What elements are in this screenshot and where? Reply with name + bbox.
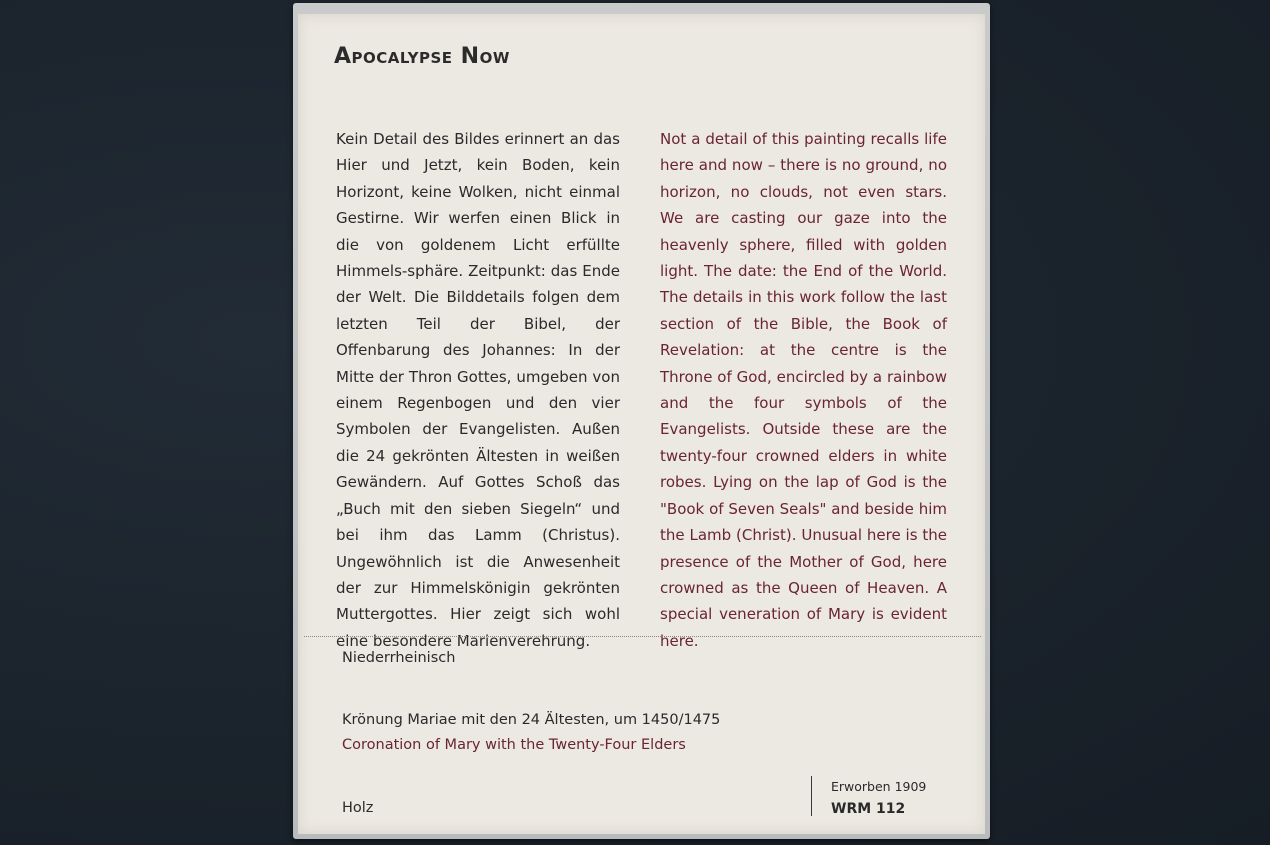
vertical-separator bbox=[811, 776, 812, 816]
dotted-divider bbox=[304, 636, 981, 637]
english-text: Not a detail of this painting recalls life here and now – there is no ground, no horizon, no clouds, not even stars. We are casting our gaze into the heavenly sphere, filled with golden light. The date: the End of the World. The details in this work follow the last section of the Bible, the Book of Revelation: at the centre is the Throne of God, encircled by a rainbow and the four symbols of the Evangelists. Outside these are the twenty-four crowned elders in white robes. Lying on the lap of God is the "Book of Seven Seals" and beside him the Lamb (Christ). Unusual here is the presence of the Mother of God, here crowned as the Queen of Heaven. A special veneration of Mary is evident here. bbox=[660, 130, 947, 650]
acquisition-text: Erworben 1909 bbox=[831, 779, 927, 794]
artwork-title-en: Coronation of Mary with the Twenty-Four Elders bbox=[342, 737, 686, 753]
german-text: Kein Detail des Bildes erinnert an das Hier und Jetzt, kein Boden, kein Horizont, keine Wolken, nicht einmal Gestirne. Wir werfen einen Blick in die von goldenem Licht erfüllte Himmels-sphäre. Zeitpunkt: das Ende der Welt. Die Bilddetails folgen dem letzten Teil der Bibel, der Offenbarung des Johannes: In der Mitte der Thron Gottes, umgeben von einem Regenbogen und den vier Symbolen der Evangelisten. Außen die 24 gekrönten Ältesten in weißen Gewändern. Auf Gottes Schoß das „Buch mit den sieben Siegeln“ und bei ihm das Lamm (Christus). Ungewöhnlich ist die Anwesenheit der zur Himmelskönigin gekrönten Muttergottes. Hier zeigt sich wohl eine besondere Marienverehrung. bbox=[336, 130, 620, 650]
inventory-number: WRM 112 bbox=[831, 801, 906, 817]
medium-text: Holz bbox=[342, 800, 374, 816]
museum-label-card bbox=[298, 14, 985, 834]
label-title: Apocalypse Now bbox=[334, 44, 510, 69]
origin-text: Niederrheinisch bbox=[342, 650, 456, 666]
artwork-title-de: Krönung Mariae mit den 24 Ältesten, um 1450/1475 bbox=[342, 712, 721, 728]
